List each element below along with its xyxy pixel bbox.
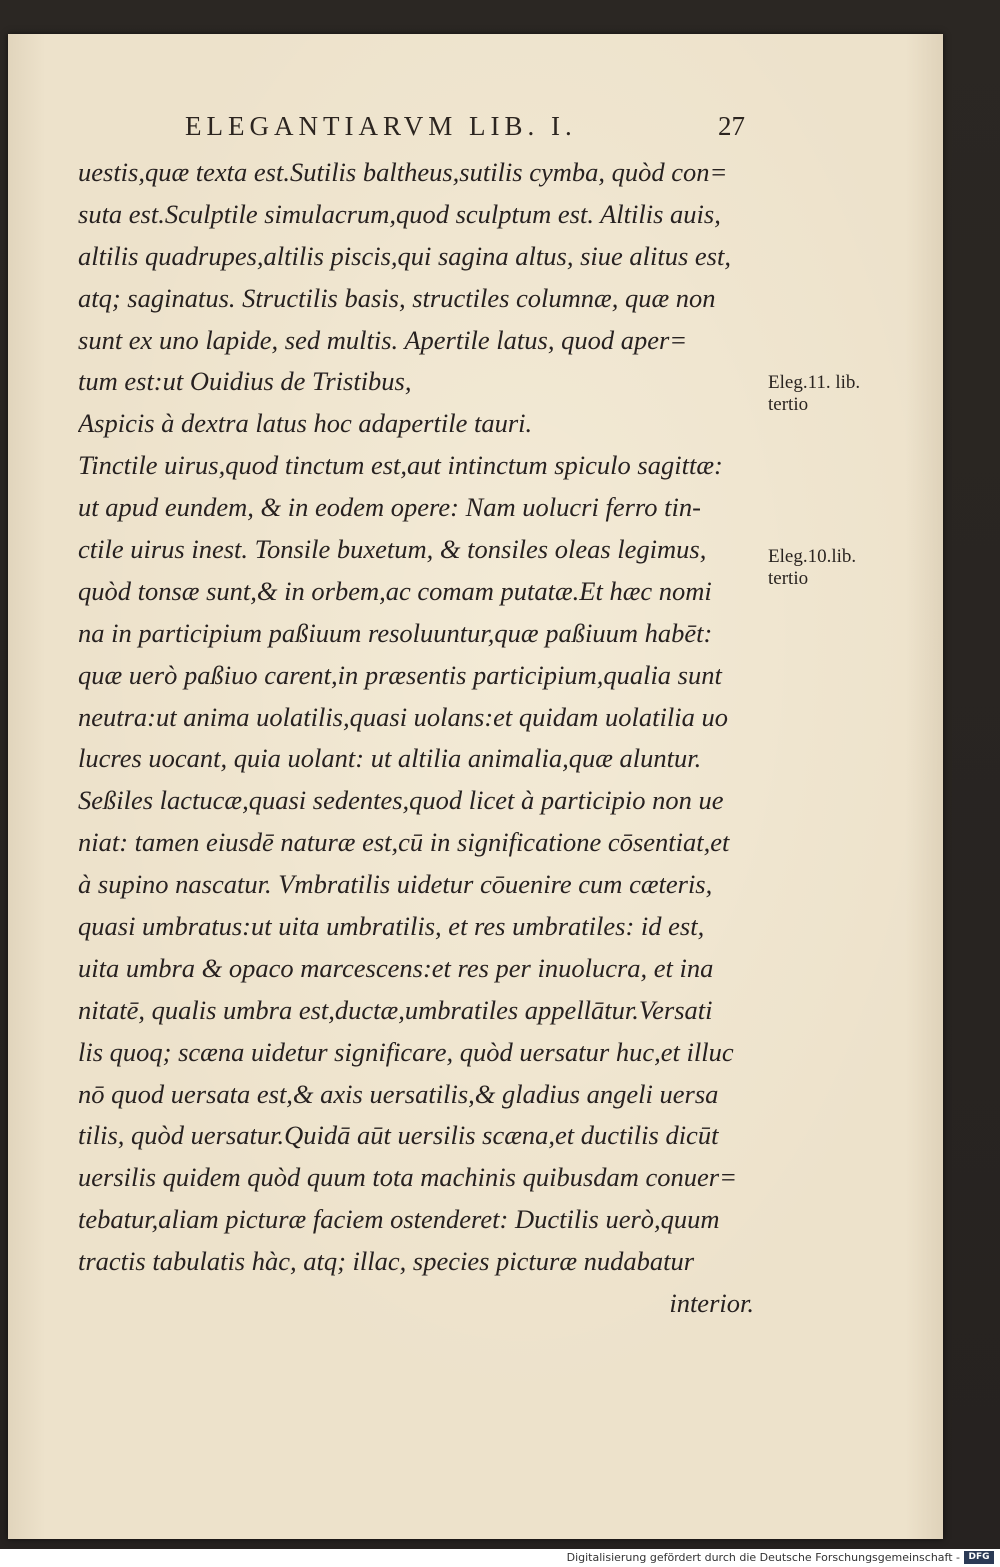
text-line: tractis tabulatis hàc, atq; illac, species picturæ nudabatur bbox=[78, 1246, 695, 1277]
text-line: Tinctile uirus,quod tinctum est,aut intinctum spiculo sagittæ: bbox=[78, 450, 723, 481]
text-line: uita umbra & opaco marcescens:et res per inuolucra, et ina bbox=[78, 952, 714, 983]
text-line: quòd tonsæ sunt,& in orbem,ac comam putatæ.Et hæc nomi bbox=[78, 575, 712, 606]
digitization-footer bbox=[0, 1549, 1000, 1567]
text-line: neutra:ut anima uolatilis,quasi uolans:et quidam uolatilia uo bbox=[78, 701, 728, 732]
text-line: sunt ex uno lapide, sed multis. Apertile latus, quod aper= bbox=[78, 324, 688, 355]
main-text bbox=[78, 152, 768, 1325]
text-line: Seßiles lactucæ,quasi sedentes,quod licet à participio non ue bbox=[78, 785, 724, 816]
text-line: ut apud eundem, & in eodem opere: Nam uolucri ferro tin- bbox=[78, 492, 701, 523]
text-line: tilis, quòd uersatur.Quidā aūt uersilis scæna,et ductilis dicūt bbox=[78, 1120, 719, 1151]
margin-note-line: Eleg.10.lib. bbox=[768, 546, 857, 567]
quoted-verse-line: Aspicis à dextra latus hoc adapertile tauri. bbox=[78, 408, 533, 439]
text-line: suta est.Sculptile simulacrum,quod sculptum est. Altilis auis, bbox=[78, 198, 721, 229]
text-line: na in participium paßiuum resoluuntur,quæ paßiuum habēt: bbox=[78, 617, 713, 648]
text-line: nō quod uersata est,& axis uersatilis,& gladius angeli uersa bbox=[78, 1078, 719, 1109]
text-line: lucres uocant, quia uolant: ut altilia animalia,quæ aluntur. bbox=[78, 743, 702, 774]
text-line: uersilis quidem quòd quum tota machinis quibusdam conuer= bbox=[78, 1162, 738, 1193]
text-line-final: interior. bbox=[669, 1288, 754, 1319]
margin-note bbox=[768, 546, 856, 590]
text-line: quæ uerò paßiuo carent,in præsentis participium,qualia sunt bbox=[78, 659, 722, 690]
text-line: uestis,quæ texta est.Sutilis baltheus,sutilis cymba, quòd con= bbox=[78, 157, 728, 187]
text-line: altilis quadrupes,altilis piscis,qui sagina altus, siue alitus est, bbox=[78, 240, 731, 271]
dfg-logo: DFG bbox=[964, 1551, 994, 1564]
margin-note-line: Eleg.11. lib. bbox=[768, 372, 861, 393]
text-line: tebatur,aliam picturæ faciem ostenderet: Ductilis uerò,quum bbox=[78, 1204, 720, 1235]
text-line: nitatē, qualis umbra est,ductæ,umbratiles appellātur.Versati bbox=[78, 994, 713, 1025]
text-line: niat: tamen eiusdē naturæ est,cū in significatione cōsentiat,et bbox=[78, 827, 730, 858]
margin-note bbox=[768, 372, 860, 416]
running-head: ELEGANTIARVM LIB. I. bbox=[185, 111, 577, 141]
text-line: tum est:ut Ouidius de Tristibus, bbox=[78, 366, 412, 397]
text-line: lis quoq; scæna uidetur significare, quòd uersatur huc,et illuc bbox=[78, 1036, 734, 1067]
page-number: 27 bbox=[718, 111, 745, 141]
text-line: atq; saginatus. Structilis basis, structiles columnæ, quæ non bbox=[78, 282, 716, 313]
text-line: à supino nascatur. Vmbratilis uidetur cōuenire cum cæteris, bbox=[78, 869, 713, 900]
margin-note-line: tertio bbox=[768, 568, 809, 589]
funding-credit: Digitalisierung gefördert durch die Deutsche Forschungsgemeinschaft - bbox=[566, 1551, 960, 1564]
margin-note-line: tertio bbox=[768, 394, 809, 415]
text-line: ctile uirus inest. Tonsile buxetum, & tonsiles oleas legimus, bbox=[78, 534, 707, 565]
text-line: quasi umbratus:ut uita umbratilis, et res umbratiles: id est, bbox=[78, 911, 705, 942]
